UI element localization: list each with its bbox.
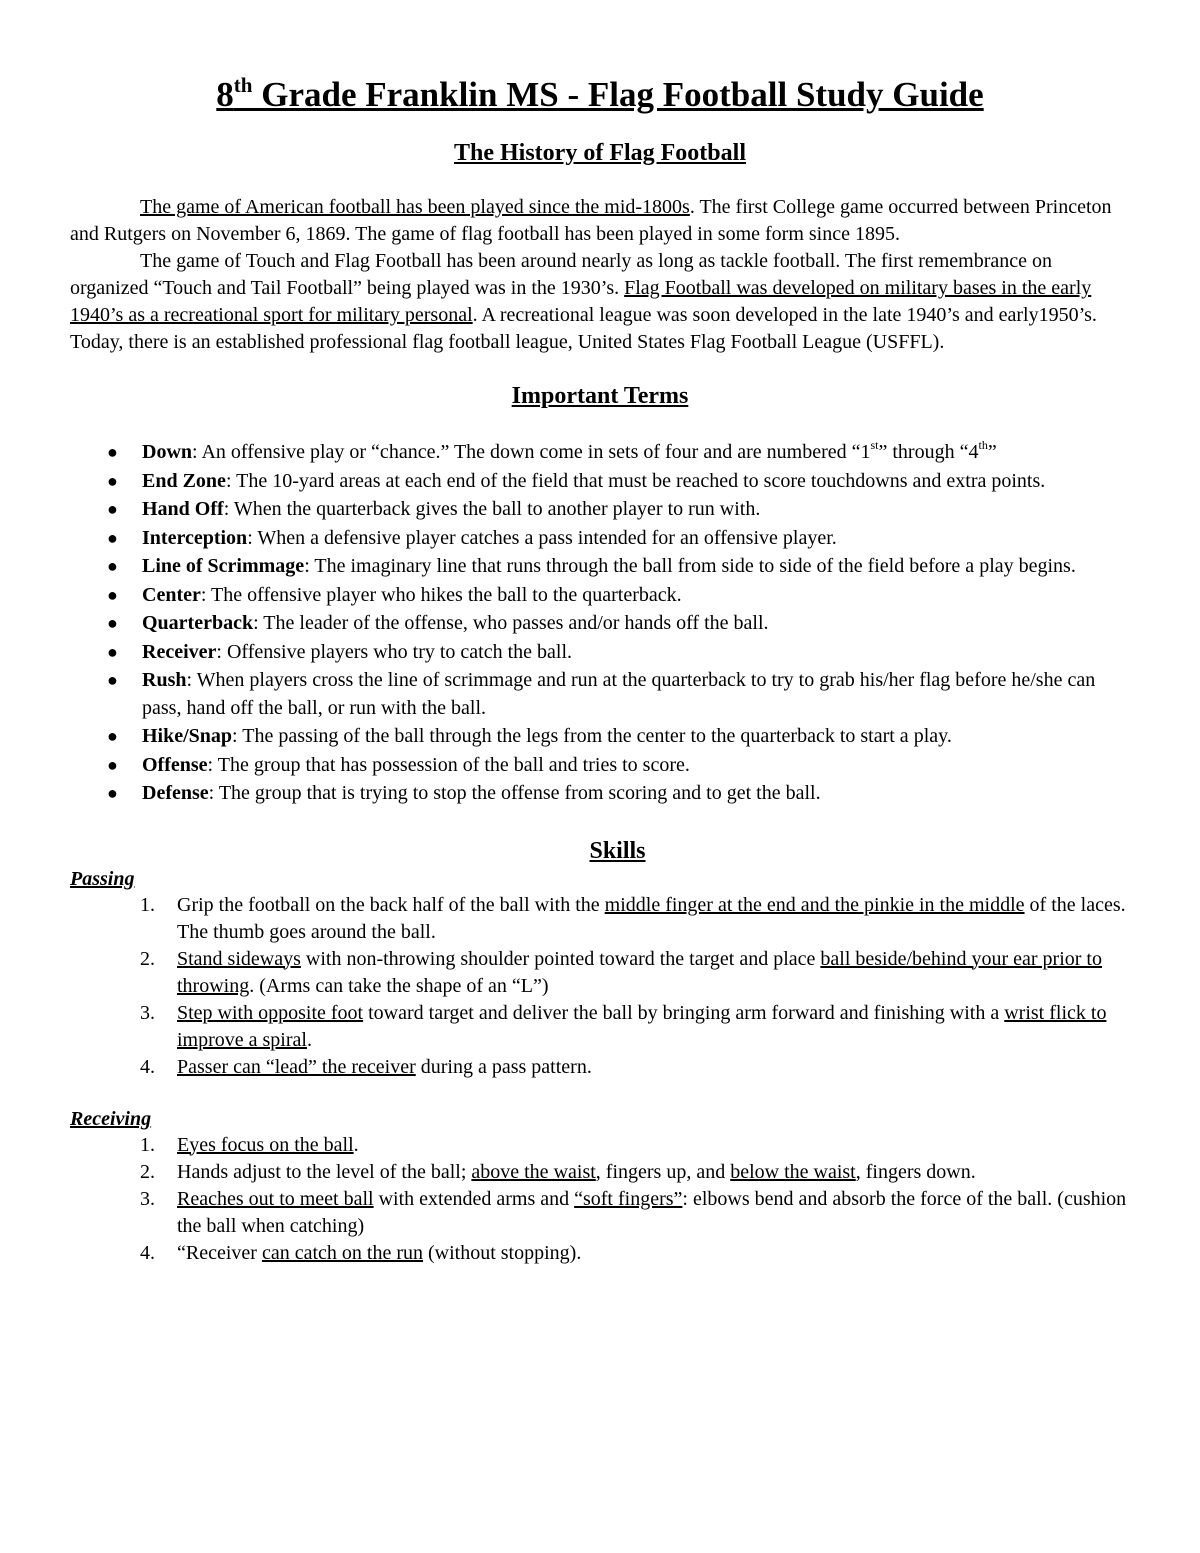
list-item: 4. Passer can “lead” the receiver during a pass pattern. xyxy=(140,1055,592,1078)
list-item: 1. Grip the football on the back half of the ball with the middle finger at the end and the pinkie in the middle of the laces. The thumb goes around the ball. xyxy=(140,893,1126,943)
list-item: ● Defense: The group that is trying to stop the offense from scoring and to get the ball. xyxy=(70,780,1130,808)
list-item: ● Line of Scrimmage: The imaginary line that runs through the ball from side to side of the field before a play begins. xyxy=(70,553,1130,581)
bullet-icon: ● xyxy=(107,499,118,519)
passing-steps xyxy=(70,892,1130,1081)
bullet-icon: ● xyxy=(107,527,118,548)
bullet-icon: ● xyxy=(107,442,118,462)
list-item: ● Hike/Snap: The passing of the ball through the legs from the center to the quarterback to start a play. xyxy=(70,723,1130,751)
list-item: ● Interception: When a defensive player catches a pass intended for an offensive player. xyxy=(70,525,1130,553)
receiving-steps xyxy=(70,1132,1130,1267)
list-item: ● End Zone: The 10-yard areas at each end of the field that must be reached to score touchdowns and extra points. xyxy=(70,468,1130,496)
list-item: 2. Stand sideways with non-throwing shoulder pointed toward the target and place ball beside/behind your ear prior to throwing. (Arms can take the shape of an “L”) xyxy=(140,947,1102,997)
list-item: ● Receiver: Offensive players who try to catch the ball. xyxy=(70,639,1130,667)
bullet-icon: ● xyxy=(107,613,118,633)
list-item: ● Hand Off: When the quarterback gives the ball to another player to run with. xyxy=(70,496,1130,524)
bullet-icon: ● xyxy=(107,783,118,803)
bullet-icon: ● xyxy=(107,670,118,690)
document-page xyxy=(70,70,1130,1267)
list-item: 3. Reaches out to meet ball with extended arms and “soft fingers”: elbows bend and absorb the force of the ball. (cushion the ball when catching) xyxy=(140,1187,1127,1237)
history-paragraph-1: The game of American football has been played since the mid-1800s. The first College game occurred between Princeton and Rutgers on November 6, 1869. The game of flag football has been played in some form since 1895. xyxy=(70,196,1112,245)
bullet-icon: ● xyxy=(107,754,118,775)
list-item: ● Quarterback: The leader of the offense, who passes and/or hands off the ball. xyxy=(70,610,1130,638)
history-heading: The History of Flag Football xyxy=(454,140,746,166)
bullet-icon: ● xyxy=(107,726,118,746)
passing-heading: Passing xyxy=(70,867,135,890)
receiving-heading: Receiving xyxy=(70,1107,152,1130)
terms-heading: Important Terms xyxy=(511,383,689,409)
list-item: 4. “Receiver can catch on the run (without stopping). xyxy=(140,1241,582,1264)
list-item: 2. Hands adjust to the level of the ball; above the waist, fingers up, and below the waist, fingers down. xyxy=(140,1160,976,1183)
bullet-icon: ● xyxy=(107,641,118,662)
bullet-icon: ● xyxy=(107,584,118,605)
list-item: ● Rush: When players cross the line of scrimmage and run at the quarterback to try to grab his/her flag before he/she can pass, hand off the ball, or run with the ball. xyxy=(107,669,1096,719)
page-title: 8th Grade Franklin MS - Flag Football Study Guide xyxy=(216,73,984,114)
history-paragraph-2: The game of Touch and Flag Football has been around nearly as long as tackle football. The first remembrance on organized “Touch and Tail Football” being played was in the 1930’s. Flag Football was developed on military bases in the early 1940’s as a recreational sport for military personal. A recreational league was soon developed in the late 1940’s and early1950’s. Today, there is an established professional flag football league, United States Flag Football League (USFFL). xyxy=(70,250,1097,353)
terms-list xyxy=(70,439,1130,808)
bullet-icon: ● xyxy=(107,556,118,576)
list-item: 3. Step with opposite foot toward target and deliver the ball by bringing arm forward and finishing with a wrist flick to improve a spiral. xyxy=(140,1001,1107,1051)
skills-heading: Skills xyxy=(589,837,646,864)
list-item: 1. Eyes focus on the ball. xyxy=(140,1133,359,1156)
list-item: ● Offense: The group that has possession of the ball and tries to score. xyxy=(70,752,1130,780)
list-item: ● Center: The offensive player who hikes the ball to the quarterback. xyxy=(70,582,1130,610)
list-item: ● Down: An offensive play or “chance.” The down come in sets of four and are numbered “1st” through “4th” xyxy=(70,439,1130,467)
bullet-icon: ● xyxy=(107,470,118,491)
